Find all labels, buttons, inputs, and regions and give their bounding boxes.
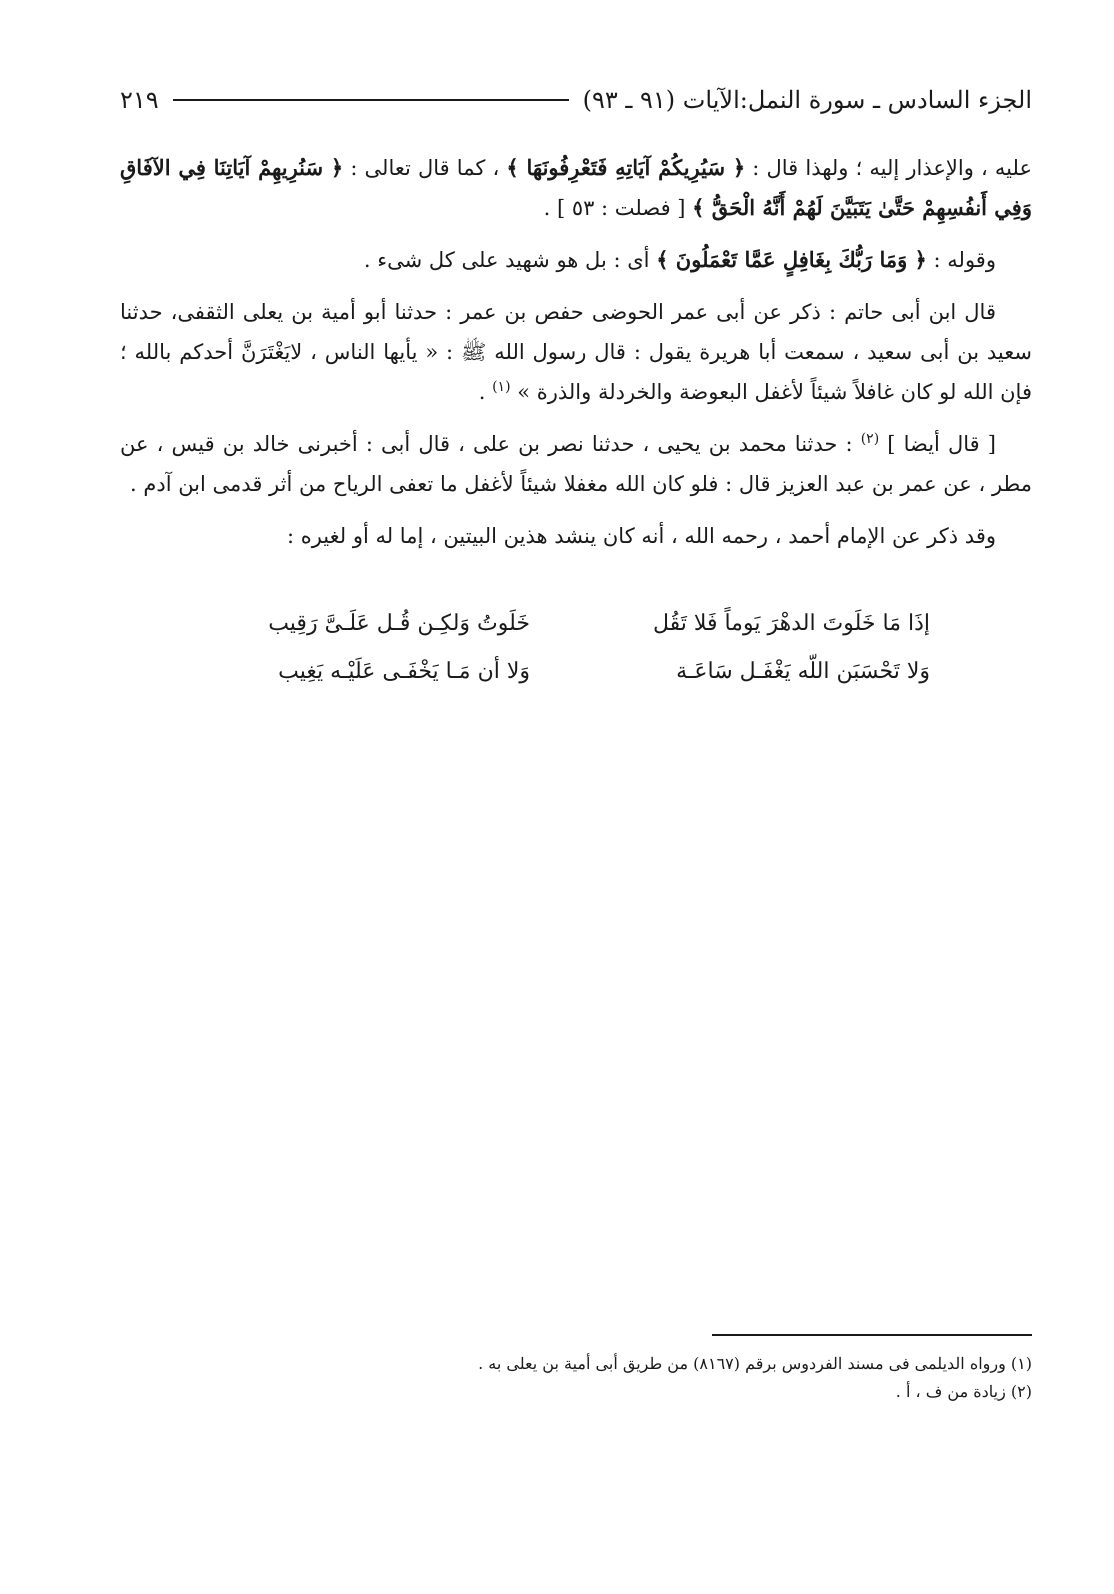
poem-verse (230, 600, 930, 648)
paragraph-5 (120, 516, 1032, 556)
quran-verse: ﴿ سَنُرِيهِمْ آيَاتِنَا فِي الآفَاقِ وَفِي أَنفُسِهِمْ حَتَّىٰ يَتَبَيَّنَ لَهُمْ أَنَّهُ الْحَقُّ ﴾ (120, 155, 1032, 220)
footnote-1: (١) ورواه الديلمى فى مسند الفردوس برقم (٨١٦٧) من طريق أبى أمية بن يعلى به . (478, 1354, 1032, 1373)
text-run: ، كما قال تعالى : (343, 156, 507, 180)
body-text (120, 148, 1032, 568)
footnote-rule (712, 1334, 1032, 1336)
paragraph-2 (120, 240, 1032, 280)
text-run: : حدثنا محمد بن يحيى ، حدثنا نصر بن على ، قال أبى : أخبرنى خالد بن قيس ، عن مطر ، عن عمر بن عبد العزيز قال : فلو كان الله مغفلا شيئاً لأغفل ما تعفى الرياح من أثر قدمى ابن آدم . (120, 432, 1032, 496)
poem-second-hemistich: وَلا أن مَـا يَخْفَـى عَلَيْـه يَغِيب (278, 659, 530, 684)
footnote-ref-1[interactable]: (١) (492, 379, 511, 395)
header-rule (173, 99, 569, 101)
poem-first-hemistich: وَلا تَحْسَبَن اللّه يَغْفَـل سَاعَـة (676, 659, 930, 684)
page-number: ٢١٩ (120, 86, 159, 114)
footnote-ref-2[interactable]: (٢) (860, 431, 880, 447)
text-run: قال ابن أبى حاتم : ذكر عن أبى عمر الحوضى حفص بن عمر : حدثنا أبو أمية بن يعلى الثقفى، حدثنا سعيد بن أبى سعيد ، سمعت أبا هريرة يقول : قال رسول الله ﷺ : « يأيها الناس ، لايَغْتَرَنَّ أحدكم بالله ؛ فإن الله لو كان غافلاً شيئاً لأغفل البعوضة والخردلة والذرة » (120, 300, 1032, 404)
text-run: عليه ، والإعذار إليه ؛ ولهذا قال : (745, 156, 1032, 180)
text-run: [ قال أيضا ] (879, 432, 996, 456)
footnotes (300, 1350, 1032, 1406)
page-header (120, 80, 1032, 120)
footnote-2: (٢) زيادة من ف ، أ . (895, 1382, 1032, 1401)
paragraph-1 (120, 148, 1032, 228)
text-run: . (478, 380, 493, 404)
text-run: أى : بل هو شهيد على كل شىء . (363, 248, 657, 272)
text-run: [ فصلت : ٥٣ ] . (543, 196, 693, 220)
poem (230, 600, 930, 696)
quran-verse: ﴿ وَمَا رَبُّكَ بِغَافِلٍ عَمَّا تَعْمَلُونَ ﴾ (656, 247, 927, 272)
paragraph-3 (120, 292, 1032, 412)
paragraph-4 (120, 424, 1032, 504)
text-run: وقوله : (926, 248, 996, 272)
text-run: وقد ذكر عن الإمام أحمد ، رحمه الله ، أنه كان ينشد هذين البيتين ، إما له أو لغيره : (286, 524, 996, 548)
poem-second-hemistich: خَلَوتُ وَلكِـن قُـل عَلَـىَّ رَقِيب (268, 611, 530, 636)
poem-verse (230, 648, 930, 696)
quran-verse: ﴿ سَيُرِيكُمْ آيَاتِهِ فَتَعْرِفُونَهَا ﴾ (506, 155, 746, 180)
poem-first-hemistich: إذَا مَا خَلَوتَ الدهْرَ يَوماً فَلا تَقُل (652, 611, 930, 636)
running-title: الجزء السادس ـ سورة النمل:الآيات (٩١ ـ ٩٣) (582, 86, 1032, 114)
